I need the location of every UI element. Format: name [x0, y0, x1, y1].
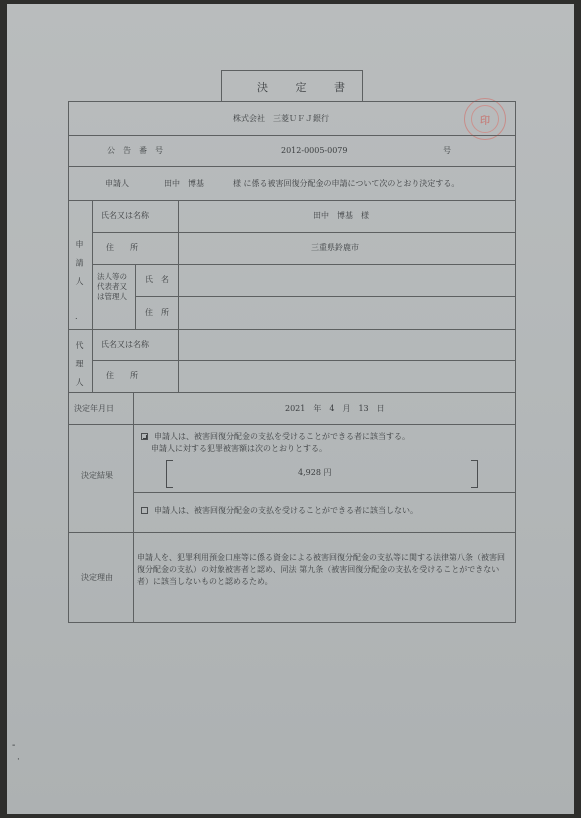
row-line: [92, 360, 516, 361]
notice-number-label: 公 告 番 号: [107, 146, 163, 155]
margin-mark: ·: [17, 755, 20, 765]
row-line: [68, 135, 516, 136]
applicant-name-value: 田中 博基 様: [313, 211, 369, 220]
applicant-name-label: 氏名又は名称: [101, 211, 149, 220]
margin-mark: -: [12, 740, 16, 751]
agent-section-label: 代 理 人: [75, 341, 84, 391]
decision-date: 2021 年 4 月 13 日: [285, 404, 385, 413]
frame-left: [68, 101, 69, 623]
applicant-line-name: 田中 博基: [164, 179, 204, 188]
damage-amount: 4,928 円: [298, 468, 332, 477]
row-line: [92, 232, 516, 233]
applicant-line-text: 様 に係る被害回復分配金の申請について次のとおり決定する。: [233, 179, 460, 188]
decision-date-label: 決定年月日: [74, 404, 114, 413]
not-eligible-checkbox[interactable]: [141, 507, 148, 514]
frame-top: [68, 101, 516, 102]
amount-bracket-right: [471, 460, 478, 488]
col-line: [178, 200, 179, 393]
agent-name-label: 氏名又は名称: [101, 340, 149, 349]
applicant-address-label: 住 所: [106, 243, 138, 252]
bank-name: 株式会社 三菱ＵＦＪ銀行: [233, 114, 329, 123]
col-line: [135, 264, 136, 329]
col-line: [92, 200, 93, 393]
notice-number-suffix: 号: [443, 146, 451, 155]
row-line: [92, 264, 516, 265]
applicant-address-value: 三重県鈴鹿市: [311, 243, 359, 252]
not-eligible-text: 申請人は、被害回復分配金の支払を受けることができる者に該当しない。: [154, 506, 418, 515]
row-line: [135, 296, 516, 297]
reason-label: 決定理由: [81, 573, 113, 582]
eligible-text-line2: 申請人に対する犯罪被害額は次のとおりとする。: [151, 444, 327, 453]
frame-right: [515, 101, 516, 623]
representative-name-label: 氏 名: [145, 275, 169, 284]
eligible-text-line1: 申請人は、被害回復分配金の支払を受けることができる者に該当する。: [154, 432, 410, 441]
row-line: [68, 532, 516, 533]
seal-character: 印: [480, 116, 490, 127]
row-line: [68, 166, 516, 167]
applicant-section-label: 申 請 人: [75, 240, 84, 290]
row-line: [133, 492, 516, 493]
col-line: [133, 392, 134, 623]
representative-label: 法人等の代表者又は管理人: [97, 272, 127, 301]
representative-address-label: 住 所: [145, 308, 169, 317]
row-line: [68, 200, 516, 201]
frame-bottom: [68, 622, 516, 623]
bank-seal-stamp: [464, 98, 506, 140]
reason-text: 申請人を、犯罪利用預金口座等に係る資金による被害回復分配金の支払等に関する法律第八条（被害回復分配金の支払）の対象被害者と認め、同法 第九条（被害回復分配金の支払を受けることができない者）に該当しないものと認めるため。: [137, 553, 505, 586]
section-dot: .: [75, 312, 78, 321]
document-paper: [7, 4, 574, 814]
result-label: 決定結果: [81, 471, 113, 480]
agent-address-label: 住 所: [106, 371, 138, 380]
notice-number: 2012-0005-0079: [281, 146, 348, 155]
amount-bracket-left: [166, 460, 173, 488]
row-line: [68, 329, 516, 330]
document-title: 決 定 書: [257, 81, 357, 94]
eligible-checkbox[interactable]: [141, 433, 148, 440]
row-line: [68, 424, 516, 425]
row-line: [68, 392, 516, 393]
applicant-prefix: 申請人: [105, 179, 129, 188]
